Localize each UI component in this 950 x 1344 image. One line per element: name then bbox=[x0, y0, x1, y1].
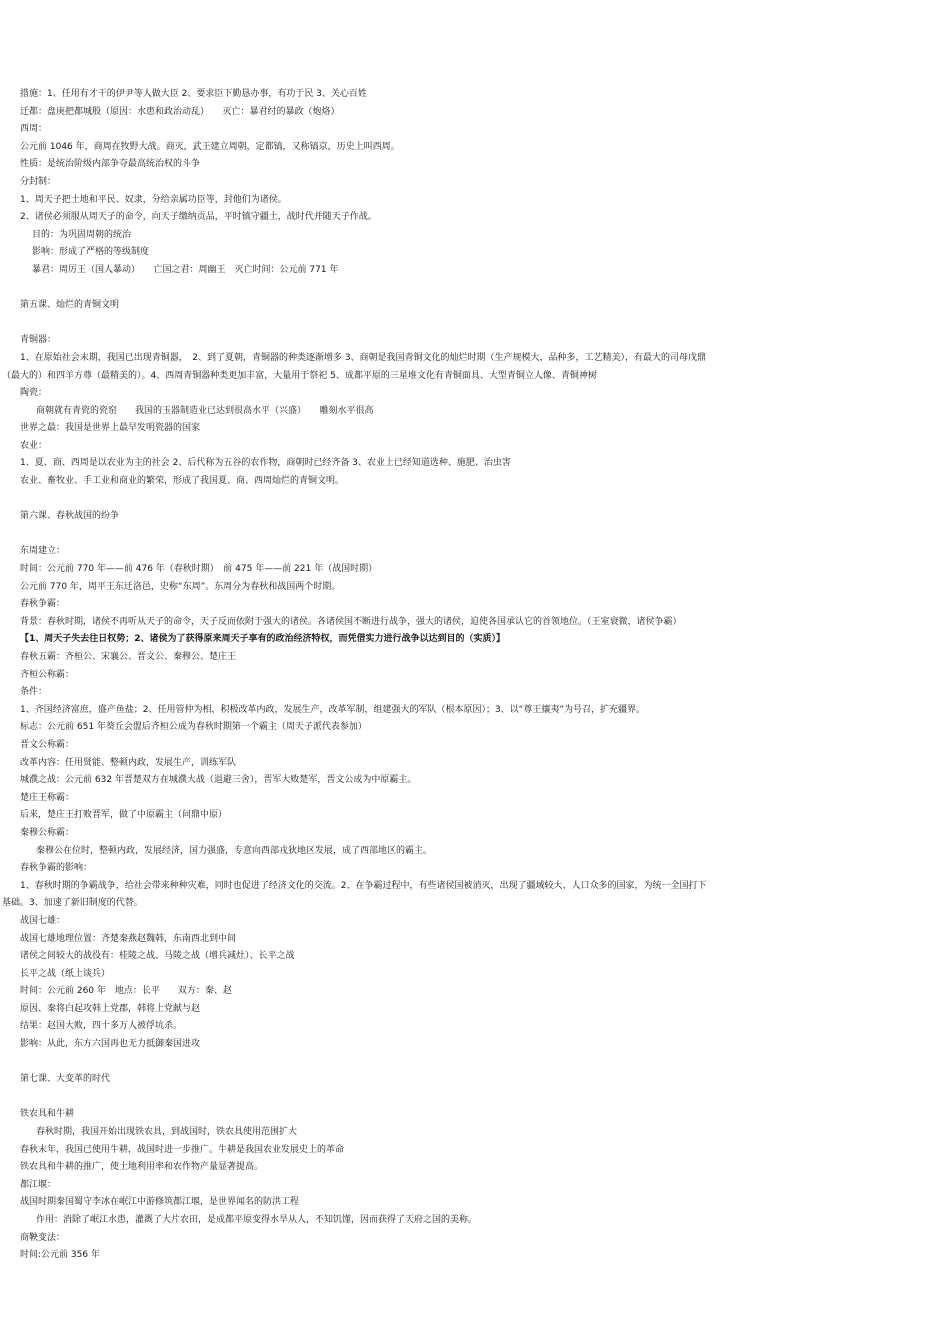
text-line: 农业、畜牧业、手工业和商业的繁荣，形成了我国夏、商、西周灿烂的青铜文明。 bbox=[20, 476, 345, 487]
text-line: 措施：1、任用有才干的伊尹等人做大臣 2、要求臣下勤恳办事，有功于民 3、关心百姓 bbox=[20, 89, 367, 99]
blank-line bbox=[0, 491, 950, 509]
text-line: （最大的）和四羊方尊（最精美的）。4、西周青铜器种类更加丰富，大量用于祭祀 5、成都平原的三星堆文化有青铜面具、大型青铜立人像、青铜神树 bbox=[2, 370, 597, 381]
blank-line bbox=[0, 1054, 950, 1072]
text-line: 迁都：盘庚把都城殷（原因：水患和政治动乱） 灭亡：暴君纣的暴政（炮烙） bbox=[20, 106, 340, 117]
section-heading: 春秋争霸： bbox=[20, 599, 66, 610]
text-line: 战国七雄地理位置：齐楚秦燕赵魏韩，东南西北到中间 bbox=[20, 933, 237, 944]
text-line: 结果：赵国大败，四十多万人被俘坑杀。 bbox=[20, 1021, 183, 1032]
text-line: 世界之最：我国是世界上最早发明瓷器的国家 bbox=[20, 423, 201, 434]
blank-line bbox=[0, 1089, 950, 1107]
section-heading: 楚庄王称霸： bbox=[20, 792, 75, 803]
blank-line bbox=[0, 280, 950, 298]
text-line: 诸侯之间较大的战役有：桂陵之战、马陵之战（增兵减灶）、长平之战 bbox=[20, 951, 295, 962]
section-heading: 晋文公称霸： bbox=[20, 739, 75, 750]
text-line: 商朝就有青瓷的瓷窑 我国的玉器制造业已达到很高水平（兴盛） 雕刻水平很高 bbox=[36, 405, 374, 416]
text-line: 性质：是统治阶级内部争夺最高统治权的斗争 bbox=[20, 159, 201, 170]
text-line: 改革内容：任用贤能、整顿内政，发展生产，训练军队 bbox=[20, 757, 237, 768]
text-line: 标志：公元前 651 年葵丘会盟后齐桓公成为春秋时期第一个霸主（周天子派代表参加） bbox=[20, 722, 367, 733]
text-line: 1、春秋时期的争霸战争，给社会带来种种灾难，同时也促进了经济文化的交流。2、在争霸过程中，有些诸侯国被消灭，出现了疆域较大、人口众多的国家，为统一全国打下 bbox=[20, 880, 707, 891]
text-line: 影响：从此，东方六国再也无力抵御秦国进攻 bbox=[20, 1039, 201, 1050]
section-heading: 条件： bbox=[20, 687, 48, 698]
section-heading: 秦穆公称霸： bbox=[20, 827, 75, 838]
text-line: 公元前 1046 年，商周在牧野大战。商灭，武王建立周朝，定都镐，又称镐京，历史上叫西周。 bbox=[20, 141, 400, 152]
text-line: 春秋末年，我国已使用牛耕，战国时进一步推广。牛耕是我国农业发展史上的革命 bbox=[20, 1144, 345, 1155]
text-line: 后来，楚庄王打败晋军，做了中原霸主（问鼎中原） bbox=[20, 810, 228, 821]
document-page bbox=[0, 86, 950, 1265]
text-line: 时间:公元前 356 年 bbox=[20, 1250, 100, 1261]
section-heading: 战国七雄： bbox=[20, 915, 66, 926]
text-line: 作用：消除了岷江水患，灌溉了大片农田，是成都平原变得水旱从人，不知饥馑，因而获得了天府之国的美称。 bbox=[36, 1215, 478, 1225]
text-line: 城濮之战：公元前 632 年晋楚双方在城濮大战（退避三舍），晋军大败楚军，晋文公成为中原霸主。 bbox=[20, 775, 417, 786]
text-line: 1、在原始社会末期，我国已出现青铜器， 2、到了夏朝，青铜器的种类逐渐增多 3、商朝是我国青铜文化的灿烂时期（生产规模大，品种多，工艺精美），有最大的司母戊鼎 bbox=[20, 352, 707, 363]
text-line: 战国时期秦国蜀守李冰在岷江中游修筑都江堰，是世界闻名的防洪工程 bbox=[20, 1197, 300, 1208]
section-heading: 都江堰： bbox=[20, 1179, 57, 1190]
text-line: 春秋五霸：齐桓公、宋襄公、晋文公、秦穆公、楚庄王 bbox=[20, 652, 237, 662]
section-heading: 陶瓷： bbox=[20, 388, 48, 399]
text-line: 暴君：周厉王（国人暴动） 亡国之君：周幽王 灭亡时间：公元前 771 年 bbox=[32, 264, 339, 275]
section-heading: 春秋争霸的影响： bbox=[20, 863, 93, 874]
text-line-bold: 【1、周天子失去往日权势；2、诸侯为了获得原来周天子享有的政治经济特权，而凭借实力进行战争以达到目的（实质）】 bbox=[20, 634, 506, 645]
text-line: 春秋时期，我国开始出现铁农具，到战国时，铁农具使用范围扩大 bbox=[36, 1127, 298, 1138]
text-line: 1、夏、商、西周是以农业为主的社会 2、后代称为五谷的农作物，商朝时已经齐备 3、农业上已经知道选种、施肥、治虫害 bbox=[20, 458, 511, 469]
text-line: 基础。3、加速了新旧制度的代替。 bbox=[2, 898, 143, 909]
text-line: 背景：春秋时期，诸侯不再听从天子的命令，天子反而依附于强大的诸侯。各诸侯国不断进行战争，强大的诸侯，迫使各国承认它的首领地位。（王室衰微，诸侯争霸） bbox=[20, 616, 682, 627]
text-line: 1、齐国经济富庶，盛产鱼盐；2、任用管仲为相，积极改革内政，发展生产，改革军制，组建强大的军队（根本原因）；3、以“尊王攘夷”为号召，扩充疆界。 bbox=[20, 704, 646, 715]
text-line: 公元前 770 年，周平王东迁洛邑，史称“东周”。东周分为春秋和战国两个时期。 bbox=[20, 581, 341, 592]
section-heading: 分封制： bbox=[20, 176, 57, 187]
section-heading: 商鞅变法： bbox=[20, 1232, 66, 1243]
section-heading: 铁农具和牛耕 bbox=[20, 1109, 75, 1120]
text-line: 铁农具和牛耕的推广，使土地利用率和农作物产量显著提高。 bbox=[20, 1162, 264, 1173]
section-heading: 东周建立： bbox=[20, 546, 66, 557]
text-line: 原因、秦将白起攻韩上党郡，韩将上党献与赵 bbox=[20, 1003, 201, 1014]
text-line: 长平之战（纸上谈兵） bbox=[20, 968, 111, 979]
text-line: 时间：公元前 260 年 地点：长平 双方：秦、赵 bbox=[20, 986, 232, 997]
blank-line bbox=[0, 315, 950, 333]
section-heading: 农业： bbox=[20, 440, 48, 451]
text-line: 影响：形成了严格的等级制度 bbox=[32, 247, 150, 258]
text-line: 2、诸侯必须服从周天子的命令，向天子缴纳贡品，平时镇守疆土，战时代并随天子作战。 bbox=[20, 212, 377, 223]
lesson-title: 第七课、大变革的时代 bbox=[20, 1074, 111, 1085]
section-heading: 青铜器： bbox=[20, 335, 57, 346]
lesson-title: 第六课、春秋战国的纷争 bbox=[20, 511, 120, 522]
lesson-title: 第五课、灿烂的青铜文明 bbox=[20, 300, 120, 311]
text-line: 时间：公元前 770 年——前 476 年（春秋时期） 前 475 年——前 221 年（战国时期） bbox=[20, 564, 378, 575]
section-heading: 齐桓公称霸： bbox=[20, 669, 75, 680]
blank-line bbox=[0, 526, 950, 544]
section-heading: 西周： bbox=[20, 124, 48, 135]
text-line: 1、周天子把土地和平民、奴隶，分给亲属功臣等，封他们为诸侯。 bbox=[20, 194, 287, 205]
text-line: 秦穆公在位时，整顿内政，发展经济，国力强盛，专意向西部戎狄地区发展，成了西部地区的霸主。 bbox=[36, 845, 433, 856]
text-line: 目的：为巩固周朝的统治 bbox=[32, 229, 132, 240]
